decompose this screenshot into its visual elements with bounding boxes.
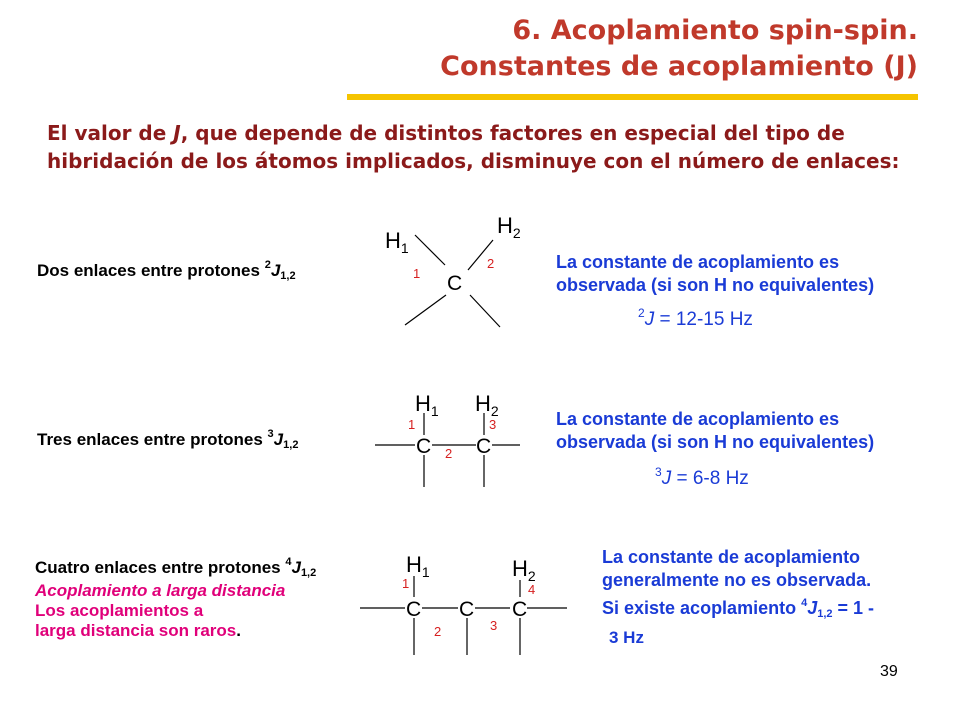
section3-remarks: Acoplamiento a larga distancia Los acoplamientos a larga distancia son raros.: [35, 581, 286, 640]
title-underline: [347, 94, 918, 100]
h2-label: $H_2$: [497, 213, 521, 241]
section1-label: Dos enlaces entre protones $^2J_{1,2}$: [37, 259, 296, 282]
bond-number: 3: [490, 618, 498, 633]
section3-note: La constante de acoplamiento generalmente no es observada. Si existe acoplamiento $^4J_{1,2} = 1$ - 3 Hz: [602, 547, 875, 647]
carbon-atom: C: [459, 598, 475, 621]
h1-label: $H_1$: [385, 228, 409, 256]
carbon-atom: C: [406, 598, 422, 621]
bond-number: 1: [402, 576, 410, 591]
title-line-2: Constantes de acoplamiento (J): [440, 51, 918, 82]
section2-label: Tres enlaces entre protones $^3J_{1,2}$: [37, 428, 299, 451]
h2-label: $H_2$: [512, 556, 536, 584]
carbon-atom: C: [416, 435, 432, 458]
page-number: 39: [880, 663, 898, 680]
vicinal-structure: [360, 385, 530, 495]
carbon-atom: C: [447, 272, 463, 295]
carbon-atom: C: [476, 435, 492, 458]
bond-number: 2: [434, 624, 442, 639]
carbon-atom: C: [512, 598, 528, 621]
section3-label: Cuatro enlaces entre protones $^4J_{1,2}$: [35, 556, 317, 579]
section1-j-value: $^2$J = 12-15 Hz: [638, 306, 753, 330]
title-line-1: 6. Acoplamiento spin-spin.: [512, 15, 918, 46]
bond-number: 3: [489, 417, 497, 432]
section1-note: La constante de acoplamiento es observada (si son H no equivalentes): [556, 252, 875, 295]
section2-note: La constante de acoplamiento es observada (si son H no equivalentes): [556, 409, 875, 452]
intro-paragraph: El valor de J, que depende de distintos factores en especial del tipo de hibridación de los átomos implicados, disminuye con el número de enlaces:: [47, 121, 900, 173]
section2-j-value: $^3$J = 6-8 Hz: [655, 465, 749, 489]
bond-number: 4: [528, 582, 536, 597]
bond-number: 1: [408, 417, 416, 432]
geminal-structure: [360, 205, 530, 335]
bond-number: 1: [413, 266, 421, 281]
h1-label: $H_1$: [415, 391, 439, 419]
h1-label: $H_1$: [406, 552, 430, 580]
bond-number: 2: [445, 446, 453, 461]
j-symbol: J: [173, 121, 181, 145]
bond-number: 2: [487, 256, 495, 271]
long-range-structure: [355, 545, 585, 660]
h2-label: $H_2$: [475, 391, 499, 419]
